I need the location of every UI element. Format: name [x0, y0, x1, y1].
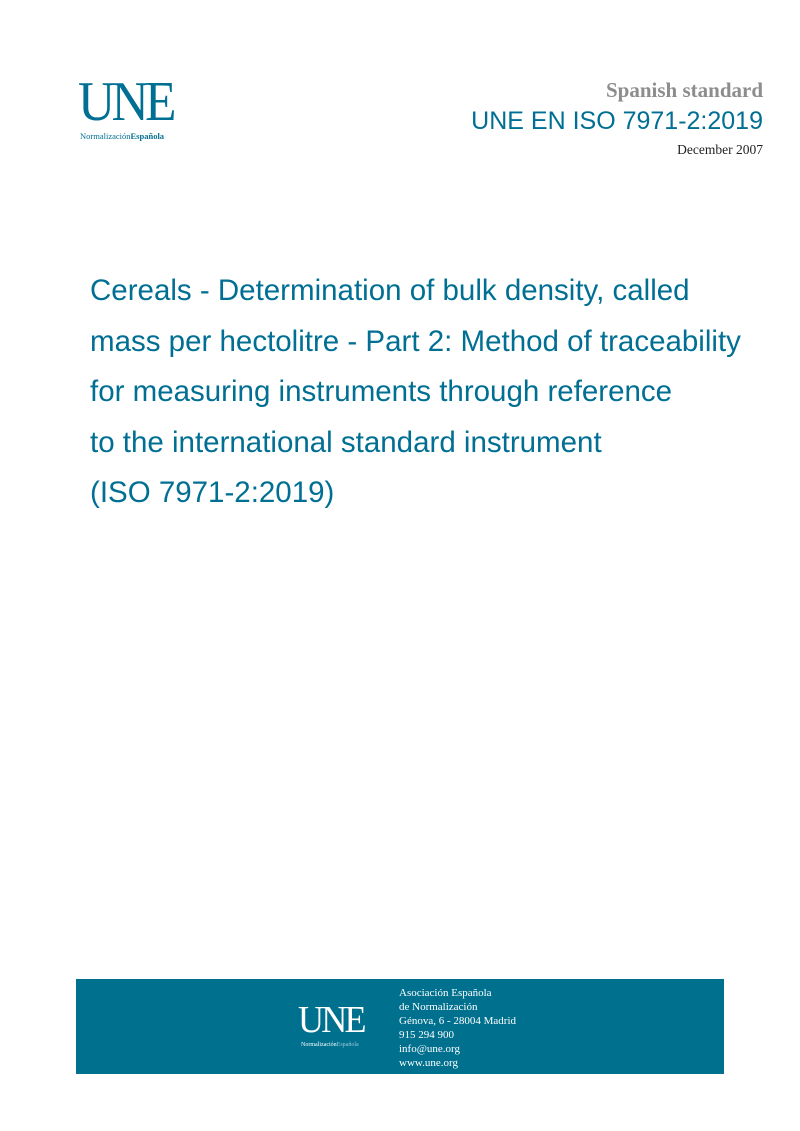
footer-phone: 915 294 900 — [399, 1029, 454, 1041]
footer-logo-sub-espanola: Española — [336, 1042, 359, 1048]
footer-banner — [76, 979, 724, 1074]
standard-kicker: Spanish standard — [606, 78, 763, 102]
footer-website-link[interactable]: www.une.org — [399, 1057, 458, 1069]
title-line: (ISO 7971-2:2019) — [90, 476, 335, 509]
title-line: for measuring instruments through reference — [90, 375, 673, 408]
footer-org-name: Asociación Española — [399, 987, 492, 999]
footer-une-logo — [298, 1001, 382, 1051]
une-logo — [78, 71, 218, 144]
standard-header — [471, 76, 763, 159]
footer-logo-mark: UNE — [298, 999, 364, 1041]
standard-code: UNE EN ISO 7971-2:2019 — [471, 107, 763, 135]
logo-sub-espanola: Española — [130, 131, 165, 141]
title-line: mass per hectolitre - Part 2: Method of traceability — [90, 324, 741, 358]
title-line: to the international standard instrument — [90, 425, 602, 459]
standard-date: December 2007 — [677, 142, 763, 157]
logo-sub-normalizacion: Normalización — [80, 131, 131, 141]
footer-address: Génova, 6 - 28004 Madrid — [399, 1015, 517, 1027]
footer-email-link[interactable]: info@une.org — [399, 1043, 460, 1055]
footer-logo-subtitle — [301, 1041, 359, 1049]
title-line: Cereals - Determination of bulk density, called — [90, 274, 690, 307]
document-title — [90, 266, 798, 519]
footer-org-name-cont: de Normalización — [399, 1001, 478, 1013]
footer-logo-sub-normalizacion: Normalización — [301, 1042, 337, 1048]
footer-contact — [399, 986, 516, 1070]
une-logo-subtitle — [80, 131, 164, 141]
une-logo-mark: UNE — [78, 71, 173, 133]
